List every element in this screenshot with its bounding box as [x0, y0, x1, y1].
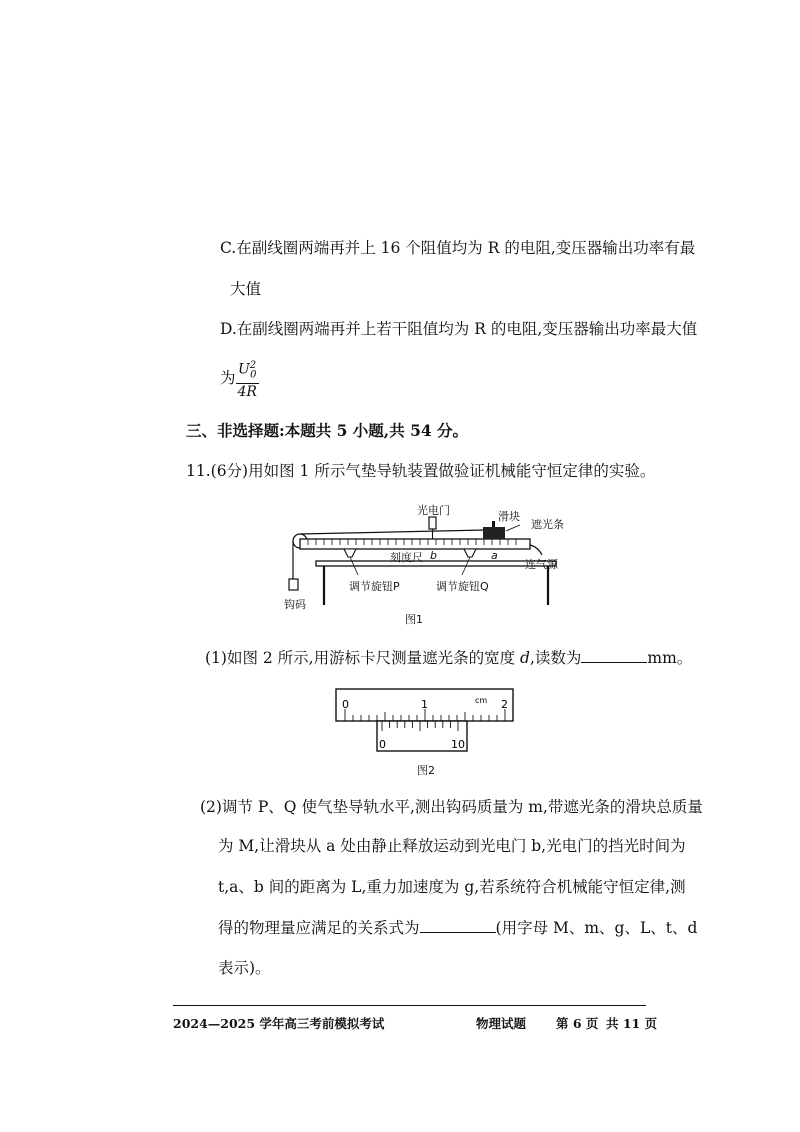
label-shade: 遮光条	[531, 518, 564, 531]
part1-text-after: mm。	[647, 649, 693, 667]
footer-total-pages: 共 11 页	[606, 1016, 658, 1031]
part1-answer-blank[interactable]	[581, 647, 647, 663]
slider-icon	[483, 527, 505, 539]
part1-text-mid: ,读数为	[529, 649, 582, 667]
label-hook-weight: 钩码	[284, 598, 306, 611]
option-d-prefix: 为	[220, 369, 236, 388]
main-label-0: 0	[342, 698, 349, 711]
label-knob-p: 调节旋钮P	[349, 580, 400, 593]
fraction-sup: 2	[249, 360, 257, 371]
label-a: a	[491, 549, 498, 562]
label-b: b	[430, 549, 437, 562]
part2-answer-blank[interactable]	[420, 917, 496, 933]
part2-line3: t,a、b 间的距离为 L,重力加速度为 g,若系统符合机械能守恒定律,测	[218, 878, 686, 896]
vernier-label-0: 0	[379, 738, 386, 751]
label-ruler: 刻度尺	[390, 551, 423, 564]
option-d-line1: D.在副线圈两端再并上若干阻值均为 R 的电阻,变压器输出功率最大值	[220, 320, 698, 338]
label-slider: 滑块	[498, 510, 520, 523]
option-d-answer	[220, 357, 259, 401]
section-3-heading: 三、非选择题:本题共 5 小题,共 54 分。	[186, 421, 469, 440]
light-gate-icon	[429, 517, 436, 529]
q11-stem: 11.(6分)用如图 1 所示气垫导轨装置做验证机械能守恒定律的实验。	[186, 462, 656, 480]
option-c-line2: 大值	[230, 280, 262, 298]
part2-line4-after: (用字母 M、m、g、L、t、d	[495, 919, 698, 937]
figure-2-caption: 图2	[417, 764, 435, 777]
footer-page: 第 6 页	[556, 1016, 599, 1031]
option-d-fraction	[236, 357, 259, 401]
label-knob-q: 调节旋钮Q	[436, 580, 489, 593]
label-light-gate: 光电门	[417, 504, 450, 517]
knob-p-icon	[344, 549, 356, 557]
shade-strip-icon	[492, 521, 495, 527]
fraction-numerator: U	[237, 361, 250, 378]
air-track	[300, 539, 530, 549]
knob-q-icon	[464, 549, 476, 557]
hook-weight-icon	[289, 579, 298, 590]
main-label-2: 2	[501, 698, 508, 711]
part1-text-before: (1)如图 2 所示,用游标卡尺测量遮光条的宽度	[205, 649, 521, 667]
main-label-1: 1	[421, 698, 428, 711]
figure-2-vernier	[335, 688, 515, 758]
part2-line4-before: 得的物理量应满足的关系式为	[218, 919, 420, 937]
part2-line1: (2)调节 P、Q 使气垫导轨水平,测出钩码质量为 m,带遮光条的滑块总质量	[200, 798, 703, 816]
fraction-denominator: 4R	[237, 384, 257, 401]
vernier-label-10: 10	[451, 738, 465, 751]
part1-var-d: d	[520, 649, 530, 667]
q11-part1	[205, 647, 692, 668]
fraction-sub: 0	[250, 369, 257, 381]
figure-1-caption: 图1	[405, 613, 423, 626]
label-air-source: 连气源	[525, 558, 558, 571]
part2-line4	[218, 917, 697, 938]
footer-rule	[173, 1005, 646, 1006]
part2-line2: 为 M,让滑块从 a 处由静止释放运动到光电门 b,光电门的挡光时间为	[218, 837, 686, 855]
option-c-line1: C.在副线圈两端再并上 16 个阻值均为 R 的电阻,变压器输出功率有最	[220, 239, 696, 257]
footer-exam-name: 2024—2025 学年高三考前模拟考试	[173, 1016, 385, 1031]
part2-line5: 表示)。	[218, 959, 271, 977]
footer-subject: 物理试题	[476, 1016, 527, 1031]
unit-label: cm	[475, 696, 488, 705]
